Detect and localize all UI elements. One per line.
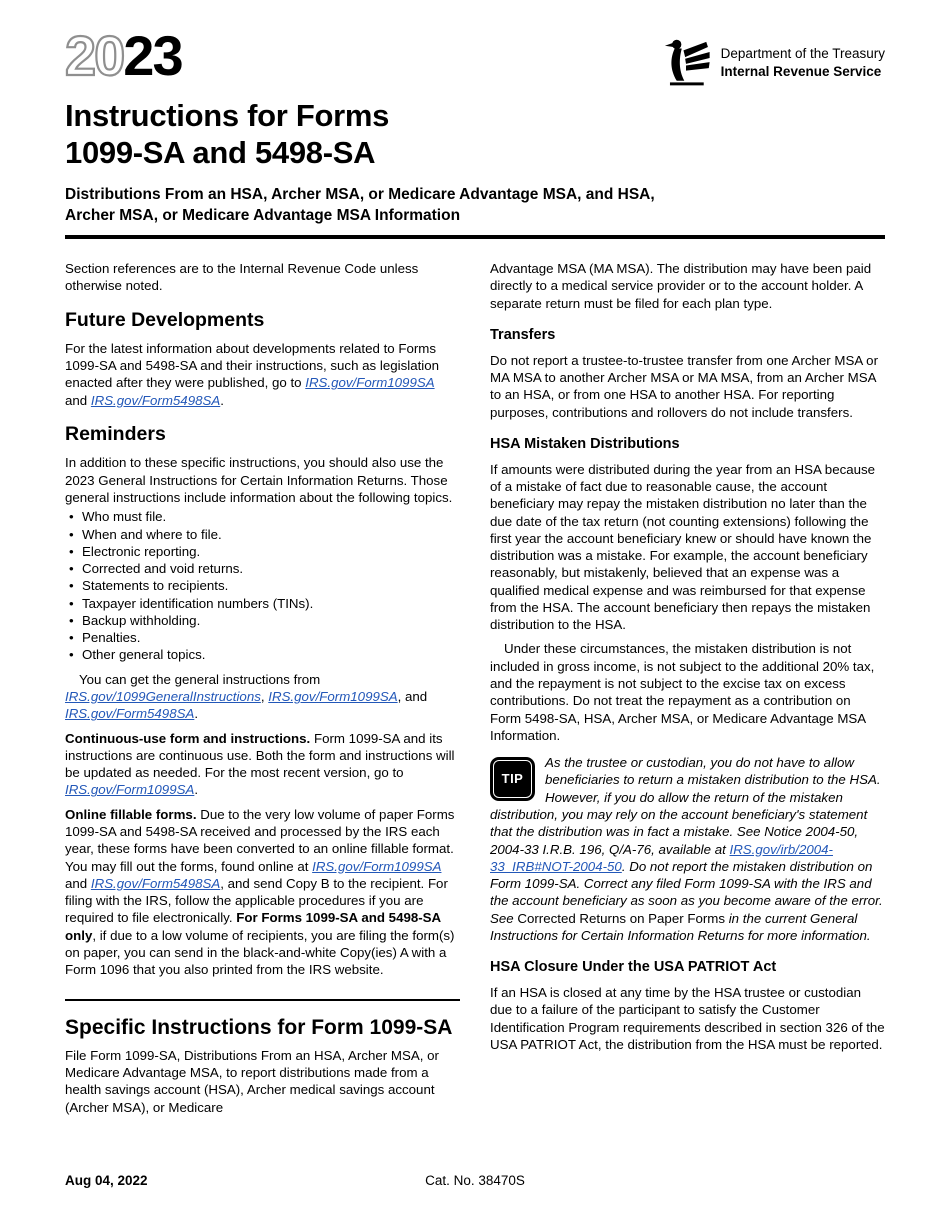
text-run: In addition to these specific instructions, you should also use the 2023 General Instructions for Certain Information Returns. Those general instructions include information about the following topics. [65,455,453,505]
text-run: . [194,706,199,722]
revision-date: Aug 04, 2022 [65,1173,148,1188]
inline-link[interactable]: IRS.gov/Form5498SA [90,392,221,408]
inline-link[interactable]: IRS.gov/Form1099SA [65,782,195,798]
page-footer [65,1173,885,1188]
text-run: Advantage MSA (MA MSA). The distribution may have been paid directly to a medical service provider or to the account holder. A separate return must be filed for each plan type. [490,261,872,311]
agency-text [721,45,885,80]
bullet-item: • Who must file. [65,508,460,525]
document-subtitle-line-2: Archer MSA, or Medicare Advantage MSA Information [65,207,461,225]
text-run: , [260,689,269,705]
paragraph [490,640,885,744]
text-run: Continuous-use form and instructions. [65,730,311,746]
bullet-item: • Other general topics. [65,646,460,663]
section-heading: HSA Closure Under the USA PATRIOT Act [490,959,777,976]
text-run: Corrected Returns on Paper Forms [517,910,726,926]
text-run: Form 1099-SA and its instructions are continuous use. Both the form and instructions will be updated as needed. For the most recent version, go to [65,730,455,781]
section-heading: Specific Instructions for Form 1099-SA [65,1015,453,1039]
agency-line-2: Internal Revenue Service [720,64,882,79]
document-subtitle [65,185,885,227]
bullet-item: • Penalties. [65,629,460,646]
text-run: Do not report a trustee-to-trustee transfer from one Archer MSA or MA MSA to another Archer MSA or MA MSA, from an Archer MSA to an HSA, or from one HSA to another HSA. For reporting purposes, contributions and rollovers do not include transfers. [490,352,878,420]
text-run: , and [397,689,428,705]
catalog-number: Cat. No. 38470S [425,1173,525,1188]
text-run: . [220,392,224,408]
section-heading: Transfers [490,326,556,343]
masthead [65,24,885,90]
section-heading: HSA Mistaken Distributions [490,435,680,452]
inline-link[interactable]: IRS.gov/irb/2004-33_IRB#NOT-2004-50 [490,841,833,874]
text-run: File Form 1099-SA, Distributions From an HSA, Archer MSA, or Medicare Advantage MSA, to report distributions made from a health savings account (HSA), Archer medical savings account (Archer MSA), or Medicare [65,1047,439,1115]
tip-icon [490,757,535,801]
paragraph [65,730,460,799]
paragraph [65,260,460,295]
text-run: , if due to a low volume of recipients, you are filing the form(s) on paper, you can send in the black-and-white Copy(ies) A with a Form 1096 that you also printed from the IRS website. [65,927,455,978]
text-run: . [194,782,199,798]
text-run: in the current General Instructions for Certain Information Returns for more information. [490,910,871,943]
text-run: Due to the very low volume of paper Forms 1099-SA and 5498-SA received and processed by the IRS each year, these forms have been converted to an online fillable format. You may fill out the forms, found online at [65,806,455,874]
section-heading: Reminders [65,423,166,446]
document-subtitle-line-1: Distributions From an HSA, Archer MSA, or Medicare Advantage MSA, and HSA, [65,186,655,204]
bullet-item: • When and where to file. [65,526,460,543]
paragraph [65,454,460,506]
tax-year-solid: 23 [123,24,182,87]
inline-link[interactable]: IRS.gov/Form1099SA [268,689,398,705]
text-run: and [65,875,91,891]
bullet-item: • Corrected and void returns. [65,560,460,577]
bullet-item: • Backup withholding. [65,612,460,629]
bullet-list [65,508,460,664]
bullet-item: • Statements to recipients. [65,577,460,594]
text-run: For the latest information about developments related to Forms 1099-SA and 5498-SA and their instructions, such as legislation enacted after they were published, go to [65,340,440,391]
text-run: Online fillable forms. [65,806,197,822]
text-run: For Forms 1099-SA and 5498-SA only [65,910,441,943]
inline-link[interactable]: IRS.gov/Form5498SA [90,875,221,891]
tip-icon-label: TIP [501,770,524,786]
text-run: Under these circumstances, the mistaken distribution is not included in gross income, is not subject to the additional 20% tax, and the repayment is not subject to the excise tax on excess contributions. Do not treat the repayment as a contribution on Form 5498-SA, HSA, Archer MSA, or Medicare Advantage MSA Information. [490,641,875,743]
section-divider [65,999,460,1001]
paragraph [490,984,885,1053]
text-run: Section references are to the Internal Revenue Code unless otherwise noted. [65,261,419,294]
right-column [490,253,885,1116]
inline-link[interactable]: IRS.gov/Form1099SA [305,375,435,391]
document-title-line-1: Instructions for Forms [65,98,390,133]
text-run: As the trustee or custodian, you do not have to allow beneficiaries to return a mistaken distribution to the HSA. However, if you do allow the return of the mistaken distribution, you may rely on the account beneficiary's statement that the distribution was in fact a mistake. See Notice 2004-50, 2004-33 I.R.B. 196, Q/A-76, available at [490,755,881,857]
bullet-item: • Electronic reporting. [65,543,460,560]
irs-eagle-logo [659,36,713,90]
paragraph [65,1047,460,1116]
section-heading: Future Developments [65,308,265,331]
tax-year [65,24,182,87]
agency-block [659,36,885,90]
paragraph [490,352,885,421]
agency-line-1: Department of the Treasury [720,46,885,62]
left-column [65,253,460,1116]
paragraph [490,461,885,634]
inline-link[interactable]: IRS.gov/Form5498SA [65,706,195,722]
header-rule [65,235,885,239]
inline-link[interactable]: IRS.gov/Form1099SA [312,858,442,874]
text-run: , and send Copy B to the recipient. For filing with the IRS, follow the applicable procedures if you are required to file electronically. [65,875,448,926]
inline-link[interactable]: IRS.gov/1099GeneralInstructions [65,689,261,705]
bullet-item: • Taxpayer identification numbers (TINs). [65,595,460,612]
body-columns [65,253,885,1116]
tax-year-outline: 20 [65,24,124,87]
paragraph [65,340,460,409]
document-title-line-2: 1099-SA and 5498-SA [65,134,376,170]
text-run: You can get the general instructions from [79,671,321,687]
paragraph [490,260,885,312]
paragraph [65,671,460,723]
text-run: If an HSA is closed at any time by the HSA trustee or custodian due to a failure of the participant to satisfy the Customer Identification Program requirements described in section 326 of the USA PATRIOT Act, the distribution from the HSA must be reported. [490,985,885,1052]
tip-callout [490,754,885,944]
document-title [65,98,885,171]
text-run: If amounts were distributed during the year from an HSA because of a mistake of fact due to reasonable cause, the account beneficiary may repay the mistaken distribution no later than the due date of the tax return (not counting extensions) following the first year the account beneficiary knew or should have known the distribution was a mistake. For example, the account beneficiary reasonably, but mistakenly, believed that an expense was a qualified medical expense and was reimbursed for that expense from the HSA. The account beneficiary then repays the mistaken distribution to the HSA. [490,461,876,633]
text-run: . Do not report the mistaken distribution on Form 1099-SA. Correct any filed Form 1099-SA with the IRS and the account beneficiary as soon as you become aware of the error. See [490,858,883,926]
paragraph [65,806,460,979]
text-run: and [65,392,91,408]
